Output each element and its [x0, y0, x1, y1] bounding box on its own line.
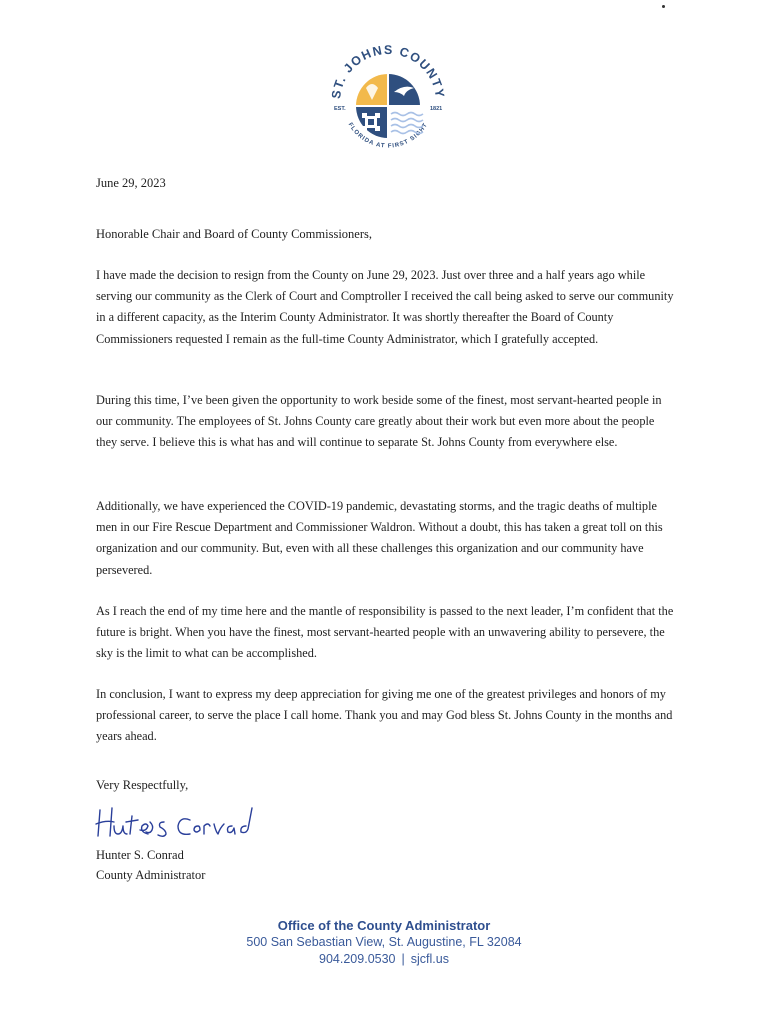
letter-paragraph: I have made the decision to resign from the County on June 29, 2023. Just over three and a half years ago while serving our community as the Clerk of Court and Comptroller I received the call being asked to serve our community in a different capacity, as the Interim County Administrator. It was shortly thereafter the Board of County Commissioners requested I remain as the full-time County Administrator, which I gratefully accepted. — [96, 268, 674, 346]
signer-name: Hunter S. Conrad — [96, 848, 184, 862]
letter-closing: Very Respectfully, — [96, 778, 189, 792]
county-seal-logo — [320, 30, 456, 166]
letter-paragraph: In conclusion, I want to express my deep appreciation for giving me one of the greatest privileges and honors of my professional career, to serve the place I call home. Thank you and may God bless St. Johns County in the months and years ahead. — [96, 687, 673, 744]
svg-text:ST. JOHNS COUNTY — [329, 43, 447, 100]
footer-website-link[interactable]: sjcfl.us — [410, 952, 449, 966]
handwritten-signature — [92, 800, 272, 844]
footer-office: Office of the County Administrator — [277, 918, 491, 933]
letter-date: June 29, 2023 — [96, 176, 166, 190]
letter-paragraph: As I reach the end of my time here and the mantle of responsibility is passed to the next leader, I’m confident that the future is bright. When you have the finest, most servant-hearted people with an unwavering ability to persevere, the sky is the limit to what can be accomplished. — [96, 604, 674, 661]
seal-bottom-text: FLORIDA AT FIRST SIGHT — [346, 121, 430, 150]
seal-ring-text: ST. JOHNS COUNTY — [328, 42, 448, 100]
footer-contact — [0, 952, 768, 966]
svg-text:FLORIDA AT FIRST SIGHT — [347, 122, 430, 150]
letter-paragraph: During this time, I’ve been given the opportunity to work beside some of the finest, most servant-hearted people in our community. The employees of St. Johns County care greatly about their work but even more about the people they serve. I believe this is what has and will continue to separate St. Johns County from everywhere else. — [96, 393, 662, 450]
seal-year: 1821 — [430, 106, 443, 112]
signer-title: County Administrator — [96, 868, 206, 882]
letter-paragraph: Additionally, we have experienced the COVID-19 pandemic, devastating storms, and the tragic deaths of multiple men in our Fire Rescue Department and Commissioner Waldron. Without a doubt, this has taken a great toll on this organization and our community. But, even with all these challenges this organization and our community have persevered. — [96, 499, 663, 577]
seal-est-label: EST. — [334, 106, 346, 112]
scan-speck — [662, 5, 665, 8]
letter-salutation: Honorable Chair and Board of County Commissioners, — [96, 227, 373, 241]
footer-separator: | — [401, 952, 405, 966]
footer-phone: 904.209.0530 — [319, 952, 396, 966]
footer-address: 500 San Sebastian View, St. Augustine, FL 32084 — [246, 935, 522, 949]
